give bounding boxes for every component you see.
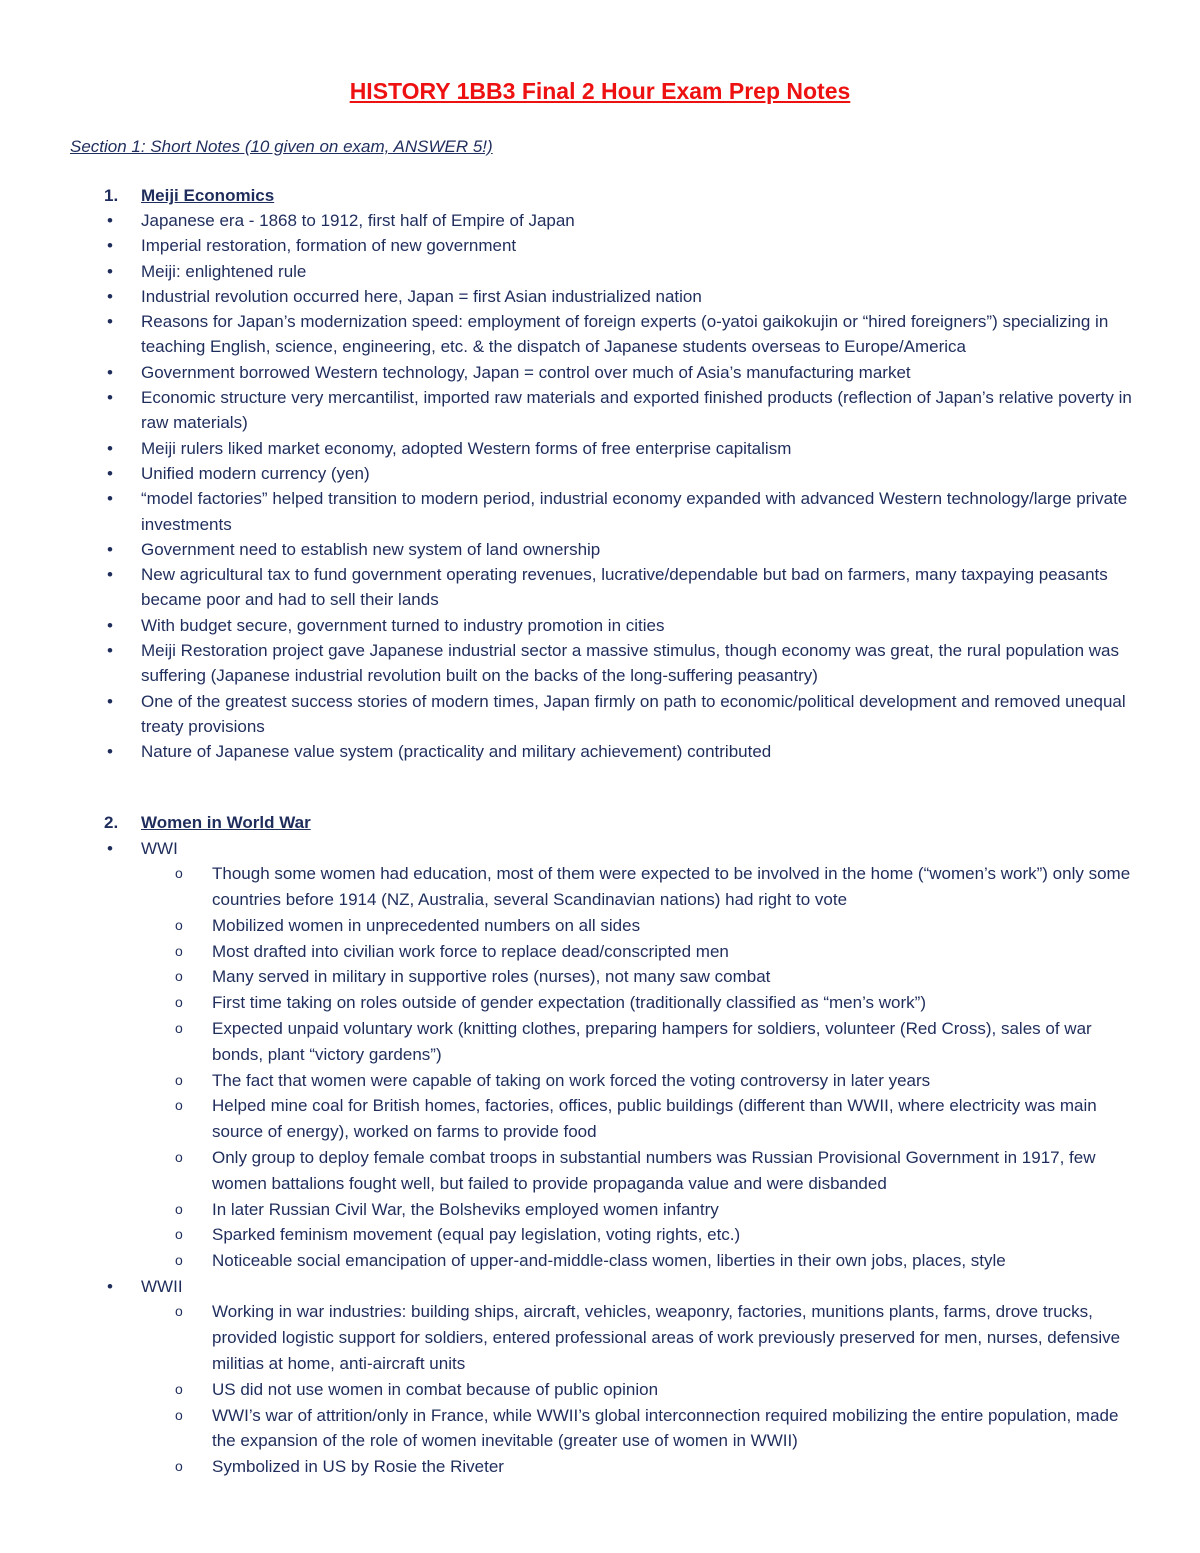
circle-bullet-icon: o xyxy=(175,994,183,1011)
circle-bullet-icon: o xyxy=(175,1097,183,1114)
section-heading: Section 1: Short Notes (10 given on exam, ANSWER 5!) xyxy=(70,137,493,156)
list-item: • Economic structure very mercantilist, imported raw materials and exported finished products (reflection of Japan’s relative poverty in raw materials) xyxy=(104,385,1134,436)
sub-list-item: o Most drafted into civilian work force to replace dead/conscripted men xyxy=(175,939,1135,965)
bullet-icon: • xyxy=(107,691,113,711)
list-item: • Nature of Japanese value system (practicality and military achievement) contributed xyxy=(104,739,1134,764)
list-item: • With budget secure, government turned to industry promotion in cities xyxy=(104,613,1134,638)
circle-bullet-icon: o xyxy=(175,942,183,959)
circle-bullet-icon: o xyxy=(175,1071,183,1088)
list-item: • Meiji rulers liked market economy, adopted Western forms of free enterprise capitalism xyxy=(104,436,1134,461)
sub-list-item: o First time taking on roles outside of gender expectation (traditionally classified as “men’s work”) xyxy=(175,990,1135,1016)
sub-list-item: o Many served in military in supportive roles (nurses), not many saw combat xyxy=(175,964,1135,990)
bullet-icon: • xyxy=(107,565,113,585)
topic-label: Meiji Economics xyxy=(141,186,275,205)
list-item: • Unified modern currency (yen) xyxy=(104,461,1134,486)
list-item: • “model factories” helped transition to modern period, industrial economy expanded with advanced Western technology/large private investments xyxy=(104,486,1134,537)
list-item-wwii: • WWII o Working in war industries: building ships, aircraft, vehicles, weaponry, factories, munitions plants, farms, drove trucks, provided logistic support for soldiers, entered professional areas of work previously preserved for men, nurses, defensive militias at home, anti-aircraft units o US did not use women in combat because of public opinion o WWI’s war of attrition/only in France, while WWII’s global interconnection required mobilizing the entire population, made the expansion of the role of women inevitable (greater use of women in WWII) o Symbolized in US by Rosie the Riveter xyxy=(104,1274,1134,1480)
list-item: • Industrial revolution occurred here, Japan = first Asian industrialized nation xyxy=(104,284,1134,309)
circle-bullet-icon: o xyxy=(175,1458,183,1475)
circle-bullet-icon: o xyxy=(175,1149,183,1166)
sub-list-item: o Expected unpaid voluntary work (knitting clothes, preparing hampers for soldiers, volunteer (Red Cross), sales of war bonds, plant “victory gardens”) xyxy=(175,1016,1135,1068)
bullet-icon: • xyxy=(107,463,113,483)
bullet-icon: • xyxy=(107,211,113,230)
topic-label: Women in World War xyxy=(141,813,311,832)
bullet-icon: • xyxy=(107,1277,113,1297)
list-item: • Imperial restoration, formation of new government xyxy=(104,233,1134,258)
sub-list-item: o Symbolized in US by Rosie the Riveter xyxy=(175,1454,1135,1480)
circle-bullet-icon: o xyxy=(175,1380,183,1397)
circle-bullet-icon: o xyxy=(175,1020,183,1037)
list-item: • Government borrowed Western technology, Japan = control over much of Asia’s manufacturing market xyxy=(104,360,1134,385)
document-title: HISTORY 1BB3 Final 2 Hour Exam Prep Notes xyxy=(349,78,851,104)
meiji-economics-bullet-list xyxy=(104,208,1134,765)
sub-list-item: o The fact that women were capable of taking on work forced the voting controversy in later years xyxy=(175,1068,1135,1094)
bullet-icon: • xyxy=(107,362,113,382)
wwii-sub-list xyxy=(175,1299,1135,1480)
sub-list-item: o Helped mine coal for British homes, factories, offices, public buildings (different than WWII, where electricity was main source of energy), worked on farms to provide food xyxy=(175,1093,1135,1145)
sub-list-item: o Though some women had education, most of them were expected to be involved in the home (“women’s work”) only some countries before 1914 (NZ, Australia, several Scandinavian nations) had right to vote xyxy=(175,861,1135,913)
bullet-icon: • xyxy=(107,641,113,661)
list-item-wwi: • WWI o Though some women had education, most of them were expected to be involved in the home (“women’s work”) only some countries before 1914 (NZ, Australia, several Scandinavian nations) had right to vote o Mobilized women in unprecedented numbers on all sides o Most drafted into civilian work force to replace dead/conscripted men o Many served in military in supportive roles (nurses), not many saw combat o First time taking on roles outside of gender expectation (traditionally classified as “men’s work”) o Expected unpaid voluntary work (knitting clothes, preparing hampers for soldiers, volunteer (Red Cross), sales of war bonds, plant “victory gardens”) o The fact that women were capable of taking on work forced the voting controversy in later years o Helped mine coal for British homes, factories, offices, public buildings (different than WWII, where electricity was main source of energy), worked on farms to provide food o Only group to deploy female combat troops in substantial numbers was Russian Provisional Government in 1917, few women battalions fought well, but failed to provide propaganda value and were disbanded o In later Russian Civil War, the Bolsheviks employed women infantry o Sparked feminism movement (equal pay legislation, voting rights, etc.) o Noticeable social emancipation of upper-and-middle-class women, liberties in their own jobs, places, style xyxy=(104,836,1134,1274)
list-item: • New agricultural tax to fund government operating revenues, lucrative/dependable but bad on farmers, many taxpaying peasants became poor and had to sell their lands xyxy=(104,562,1134,613)
sub-list-item: o Mobilized women in unprecedented numbers on all sides xyxy=(175,913,1135,939)
list-item: • Government need to establish new system of land ownership xyxy=(104,537,1134,562)
sub-list-item: o Sparked feminism movement (equal pay legislation, voting rights, etc.) xyxy=(175,1222,1135,1248)
sub-list-item: o Working in war industries: building ships, aircraft, vehicles, weaponry, factories, munitions plants, farms, drove trucks, provided logistic support for soldiers, entered professional areas of work previously preserved for men, nurses, defensive militias at home, anti-aircraft units xyxy=(175,1299,1135,1376)
circle-bullet-icon: o xyxy=(175,1226,183,1243)
sub-list-item: o US did not use women in combat because of public opinion xyxy=(175,1377,1135,1403)
circle-bullet-icon: o xyxy=(175,1303,183,1320)
bullet-icon: • xyxy=(107,742,113,762)
circle-bullet-icon: o xyxy=(175,1200,183,1217)
sub-list-item: o Only group to deploy female combat troops in substantial numbers was Russian Provisional Government in 1917, few women battalions fought well, but failed to provide propaganda value and were disbanded xyxy=(175,1145,1135,1197)
list-item: • Reasons for Japan’s modernization speed: employment of foreign experts (o-yatoi gaikokujin or “hired foreigners”) specializing in teaching English, science, engineering, etc. & the dispatch of Japanese students overseas to Europe/America xyxy=(104,309,1134,360)
bullet-icon: • xyxy=(107,839,113,858)
sub-list-item: o Noticeable social emancipation of upper-and-middle-class women, liberties in their own jobs, places, style xyxy=(175,1248,1135,1274)
topic-number: 2. xyxy=(104,813,119,832)
bullet-icon: • xyxy=(107,489,113,509)
bullet-icon: • xyxy=(107,286,113,306)
circle-bullet-icon: o xyxy=(175,865,183,882)
bullet-icon: • xyxy=(107,388,113,408)
bullet-icon: • xyxy=(107,539,113,559)
bullet-icon: • xyxy=(107,236,113,256)
women-in-world-war-bullet-list xyxy=(104,836,1134,1480)
sub-list-item: o In later Russian Civil War, the Bolsheviks employed women infantry xyxy=(175,1197,1135,1223)
circle-bullet-icon: o xyxy=(175,916,183,933)
sub-list-item: o WWI’s war of attrition/only in France, while WWII’s global interconnection required mobilizing the entire population, made the expansion of the role of women inevitable (greater use of women in WWII) xyxy=(175,1403,1135,1455)
circle-bullet-icon: o xyxy=(175,1406,183,1423)
circle-bullet-icon: o xyxy=(175,968,183,985)
list-item: • Japanese era - 1868 to 1912, first half of Empire of Japan xyxy=(104,208,1134,233)
circle-bullet-icon: o xyxy=(175,1252,183,1269)
list-item: • Meiji Restoration project gave Japanese industrial sector a massive stimulus, though economy was great, the rural population was suffering (Japanese industrial revolution built on the backs of the long-suffering peasantry) xyxy=(104,638,1134,689)
topic-number: 1. xyxy=(104,186,119,205)
bullet-icon: • xyxy=(107,261,113,281)
list-item: • Meiji: enlightened rule xyxy=(104,259,1134,284)
topic-heading-meiji-economics xyxy=(104,183,274,208)
list-item: • One of the greatest success stories of modern times, Japan firmly on path to economic/political development and removed unequal treaty provisions xyxy=(104,689,1134,740)
topic-heading-women-in-world-war xyxy=(104,810,311,835)
bullet-icon: • xyxy=(107,438,113,458)
wwi-sub-list xyxy=(175,861,1135,1274)
bullet-icon: • xyxy=(107,312,113,332)
bullet-icon: • xyxy=(107,615,113,635)
